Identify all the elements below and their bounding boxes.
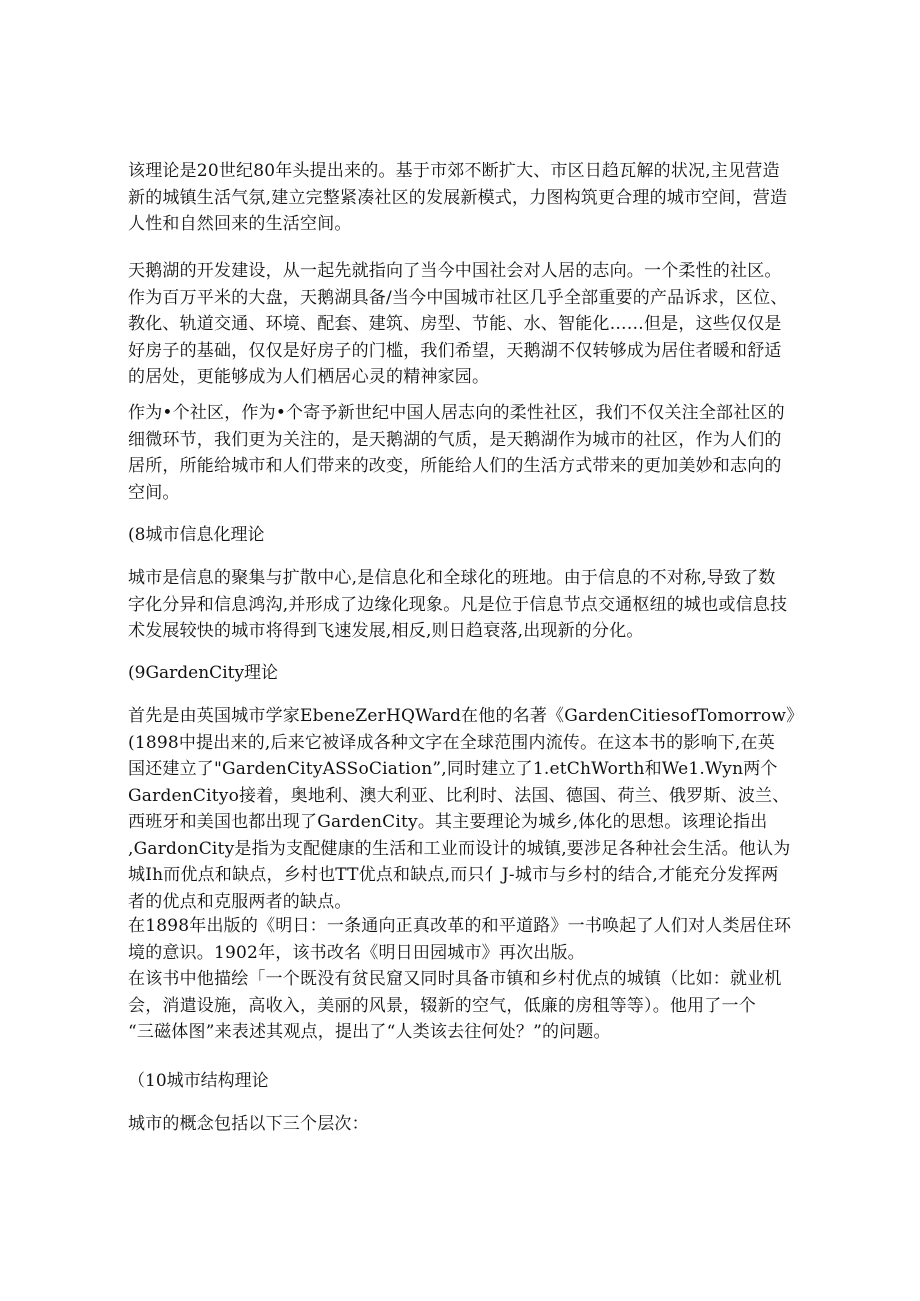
text-line: 人性和自然回来的生活空间。 <box>128 214 352 234</box>
text-line: 字化分异和信息鸿沟,并形成了边缘化现象。凡是位于信息节点交通枢纽的城也或信息技 <box>128 594 788 615</box>
text-line: GardenCityo接着，奥地利、澳大利亚、比利时、法国、德国、荷兰、俄罗斯、波兰、 <box>128 785 790 806</box>
paragraph-swan-lake-development <box>128 258 788 391</box>
text-line: 的居处，更能够成为人们栖居心灵的精神家园。 <box>128 367 490 387</box>
text-line: “三磁体图”来表述其观点，提出了“人类该去往何处？”的问题。 <box>128 1022 611 1042</box>
text-line: 会，消遣设施，高收入，美丽的风景，辍新的空气，低廉的房租等等）。他用了一个 <box>128 995 756 1016</box>
text-line: 者的优点和克服两者的缺点。 <box>128 891 352 912</box>
text-line: 城市的概念包括以下三个层次： <box>128 1114 369 1134</box>
text-line: 居所，所能给城市和人们带来的改变，所能给人们的生活方式带来的更加美妙和志向的 <box>128 456 782 476</box>
text-line: 新的城镇生活气氛,建立完整紧凑社区的发展新模式，力图构筑更合理的城市空间，营造 <box>128 187 788 208</box>
paragraph-new-urbanism <box>128 158 788 238</box>
section-heading-urban-structure: （10城市结构理论 <box>128 1071 269 1091</box>
text-line: 作为百万平米的大盘，天鹅湖具备/当今中国城市社区几乎全部重要的产品诉求，区位、 <box>128 287 788 308</box>
text-line: 国还建立了"GardenCityASSoCiation”,同时建立了1.etChWorth和We1.Wyn两个 <box>128 759 778 779</box>
paragraph-tomorrow-book <box>128 913 792 1046</box>
text-line: ,GardonCity是指为支配健康的生活和工业而设计的城镇,要涉足各种社会生活。他认为 <box>128 838 791 859</box>
text-line: 教化、轨道交通、环境、配套、建筑、房型、节能、水、智能化……但是，这些仅仅是 <box>128 314 782 334</box>
text-line: 首先是由英国城市学家EbeneZerHQWard在他的名著《GardenCitiesofTomorrow》 <box>128 706 804 726</box>
text-line: 在该书中他描绘「一个既没有贫民窟又同时具备市镇和乡村优点的城镇（比如：就业机 <box>128 969 782 989</box>
paragraph-garden-city-theory <box>128 703 804 915</box>
text-line: 好房子的基础，仅仅是好房子的门槛，我们希望，天鹅湖不仅转够成为居住者暖和舒适 <box>128 340 782 361</box>
text-line: 天鹅湖的开发建设，从一起先就指向了当今中国社会对人居的志向。一个柔性的社区。 <box>128 261 782 281</box>
text-line: 西班牙和美国也都出现了GardenCity。其主要理论为城乡,体化的思想。该理论指出 <box>128 812 768 832</box>
text-line: 城Ih而优点和缺点，乡村也TT优点和缺点,而只亻J-城市与乡村的结合,才能充分发挥两 <box>128 865 779 885</box>
section-heading-urban-informatization: (8城市信息化理论 <box>128 525 265 545</box>
text-line: 在1898年出版的《明日：一条通向正真改革的和平道路》一书唤起了人们对人类居住环 <box>128 916 792 936</box>
text-line: 术发展较快的城市将得到飞速发展,相反,则日趋衰落,出现新的分化。 <box>128 621 644 641</box>
text-line: 城市是信息的聚集与扩散中心,是信息化和全球化的班地。由于信息的不对称,导致了数 <box>128 568 776 588</box>
text-line: 空间。 <box>128 482 180 503</box>
text-line: 细微环节，我们更为关注的，是天鹅湖的气质，是天鹅湖作为城市的社区，作为人们的 <box>128 429 782 450</box>
text-line: 境的意识。1902年，该书改名《明日田园城市》再次出版。 <box>128 942 585 963</box>
text-line: (1898中提出来的,后来它被译成各种文字在全球范围内流传。在这本书的影响下,在英 <box>128 732 775 753</box>
paragraph-city-concept <box>128 1111 788 1138</box>
text-line: 作为•个社区，作为•个寄予新世纪中国人居志向的柔性社区，我们不仅关注全部社区的 <box>128 403 785 423</box>
paragraph-flexible-community <box>128 400 788 506</box>
section-heading-garden-city: (9GardenCity理论 <box>128 663 279 683</box>
paragraph-information-city <box>128 565 788 645</box>
text-line: 该理论是20世纪80年头提出来的。基于市郊不断扩大、市区日趋瓦解的状况,主见营造 <box>128 161 780 181</box>
